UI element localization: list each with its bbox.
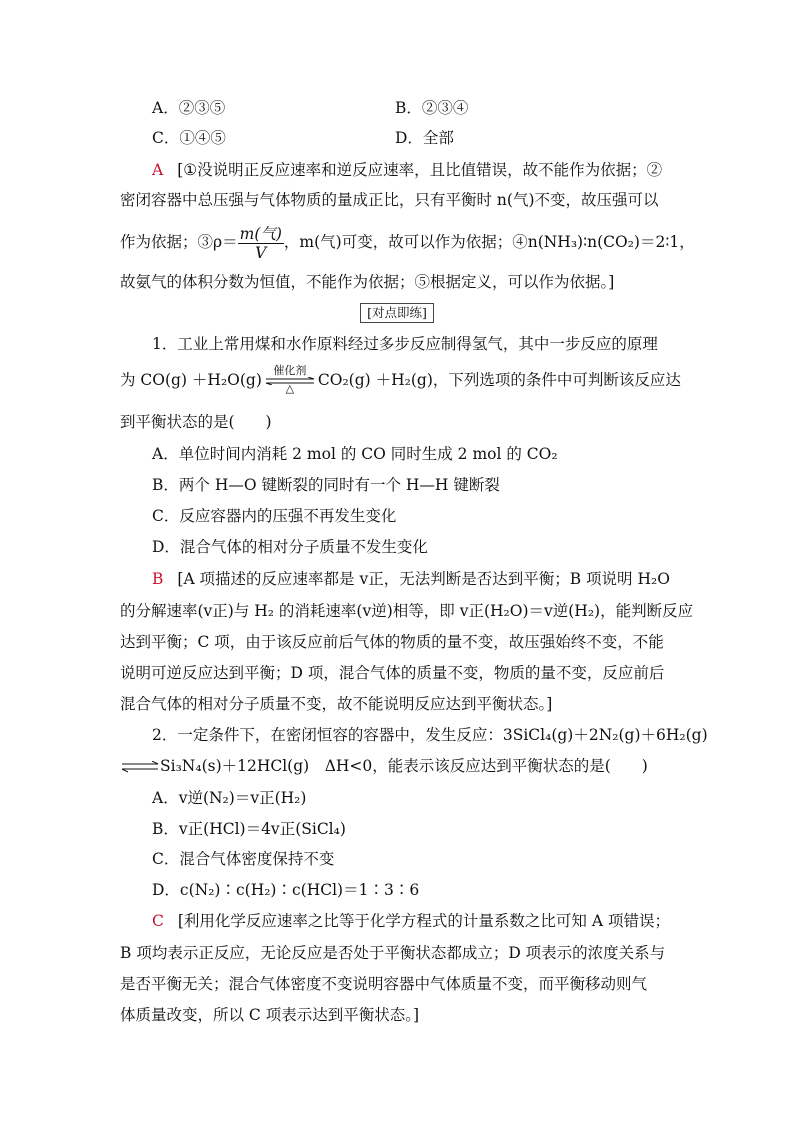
q1-option-b: B．两个 H—O 键断裂的同时有一个 H—H 键断裂 [152,476,500,494]
q1-solution-line-4: 说明可逆反应达到平衡；D 项，混合气体的质量不变，物质的量不变，反应前后 [120,664,665,682]
option-a: A．②③⑤ [152,99,226,117]
q2-line-2: Si₃N₄(s)＋12HCl(g) ΔH<0，能表示该反应达到平衡状态的是( ) [120,752,794,780]
section-label-row [0,298,794,326]
reversible-arrow-icon [120,761,160,773]
q2-line-1: 2．一定条件下，在密闭恒容的容器中，发生反应：3SiCl₄(g)＋2N₂(g)＋6H₂(g) [152,726,708,744]
top-options-row-1 [0,94,794,122]
q1-line-3: 到平衡状态的是( ) [120,413,272,431]
q2-solution-line-2: B 项均表示正反应，无论反应是否处于平衡状态都成立；D 项表示的浓度关系与 [120,944,666,962]
q1-solution-line-5: 混合气体的相对分子质量不变，故不能说明反应达到平衡状态。] [120,695,553,713]
option-d: D．全部 [395,129,454,147]
q1-option-c: C．反应容器内的压强不再发生变化 [152,507,397,525]
q2-solution-line-3: 是否平衡无关；混合气体密度不变说明容器中气体质量不变，而平衡移动则气 [120,975,648,993]
q1-answer-letter: B [152,570,164,588]
q2-option-a: A．v逆(N₂)＝v正(H₂) [152,789,307,807]
section-label: [对点即练] [360,303,434,323]
answer-letter: A [152,161,164,179]
q2-solution-line-1: C [利用化学反应速率之比等于化学方程式的计量系数之比可知 A 项错误； [152,912,670,930]
q1-line-1: 1．工业上常用煤和水作原料经过多步反应制得氢气，其中一步反应的原理 [152,335,658,353]
q2-option-b: B．v正(HCl)＝4v正(SiCl₄) [152,820,346,838]
top-options-row-2 [0,124,794,152]
q1-line-2: 为 CO(g) ＋H₂O(g) 催化剂 △ CO₂(g) ＋H₂(g)，下列选项的条件中可判断该反应达 [120,364,681,395]
top-solution-line-1: A [①没说明正反应速率和逆反应速率，且比值错误，故不能作为依据；② [152,161,663,179]
q2-option-c: C．混合气体密度保持不变 [152,850,335,868]
q1-solution-line-2: 的分解速率(v正)与 H₂ 的消耗速率(v逆)相等，即 v正(H₂O)＝v逆(H₂)，能判断反应 [120,602,694,620]
q1-option-a: A．单位时间内消耗 2 mol 的 CO 同时生成 2 mol 的 CO₂ [152,445,558,463]
q1-solution-line-1: B [A 项描述的反应速率都是 v正，无法判断是否达到平衡；B 项说明 H₂O [152,570,670,588]
top-solution-line-3: 作为依据；③ρ＝ $\frac{\text{m(气)}}{V}$ ，m(气)可变，故可以作为依据；④n(NH₃)∶n(CO₂)＝2∶1， [120,224,695,262]
top-solution-line-4: 故氨气的体积分数为恒值，不能作为依据；⑤根据定义，可以作为依据。] [120,273,615,291]
q2-answer-letter: C [152,912,164,930]
q1-solution-line-3: 达到平衡；C 项，由于该反应前后气体的物质的量不变，故压强始终不变，不能 [120,633,664,651]
q1-option-d: D．混合气体的相对分子质量不发生变化 [152,538,428,556]
q2-option-d: D．c(N₂)∶c(H₂)∶c(HCl)＝1∶3∶6 [152,881,420,899]
q2-solution-line-4: 体质量改变，所以 C 项表示达到平衡状态。] [120,1006,420,1024]
option-b: B．②③④ [395,99,469,117]
option-c: C．①④⑤ [152,129,226,147]
top-solution-line-2: 密闭容器中总压强与气体物质的量成正比，只有平衡时 n(气)不变，故压强可以 [120,191,659,209]
catalyst-arrow: 催化剂 △ [262,367,318,395]
density-fraction: $\frac{\text{m(气)}}{V}$ [239,224,282,262]
